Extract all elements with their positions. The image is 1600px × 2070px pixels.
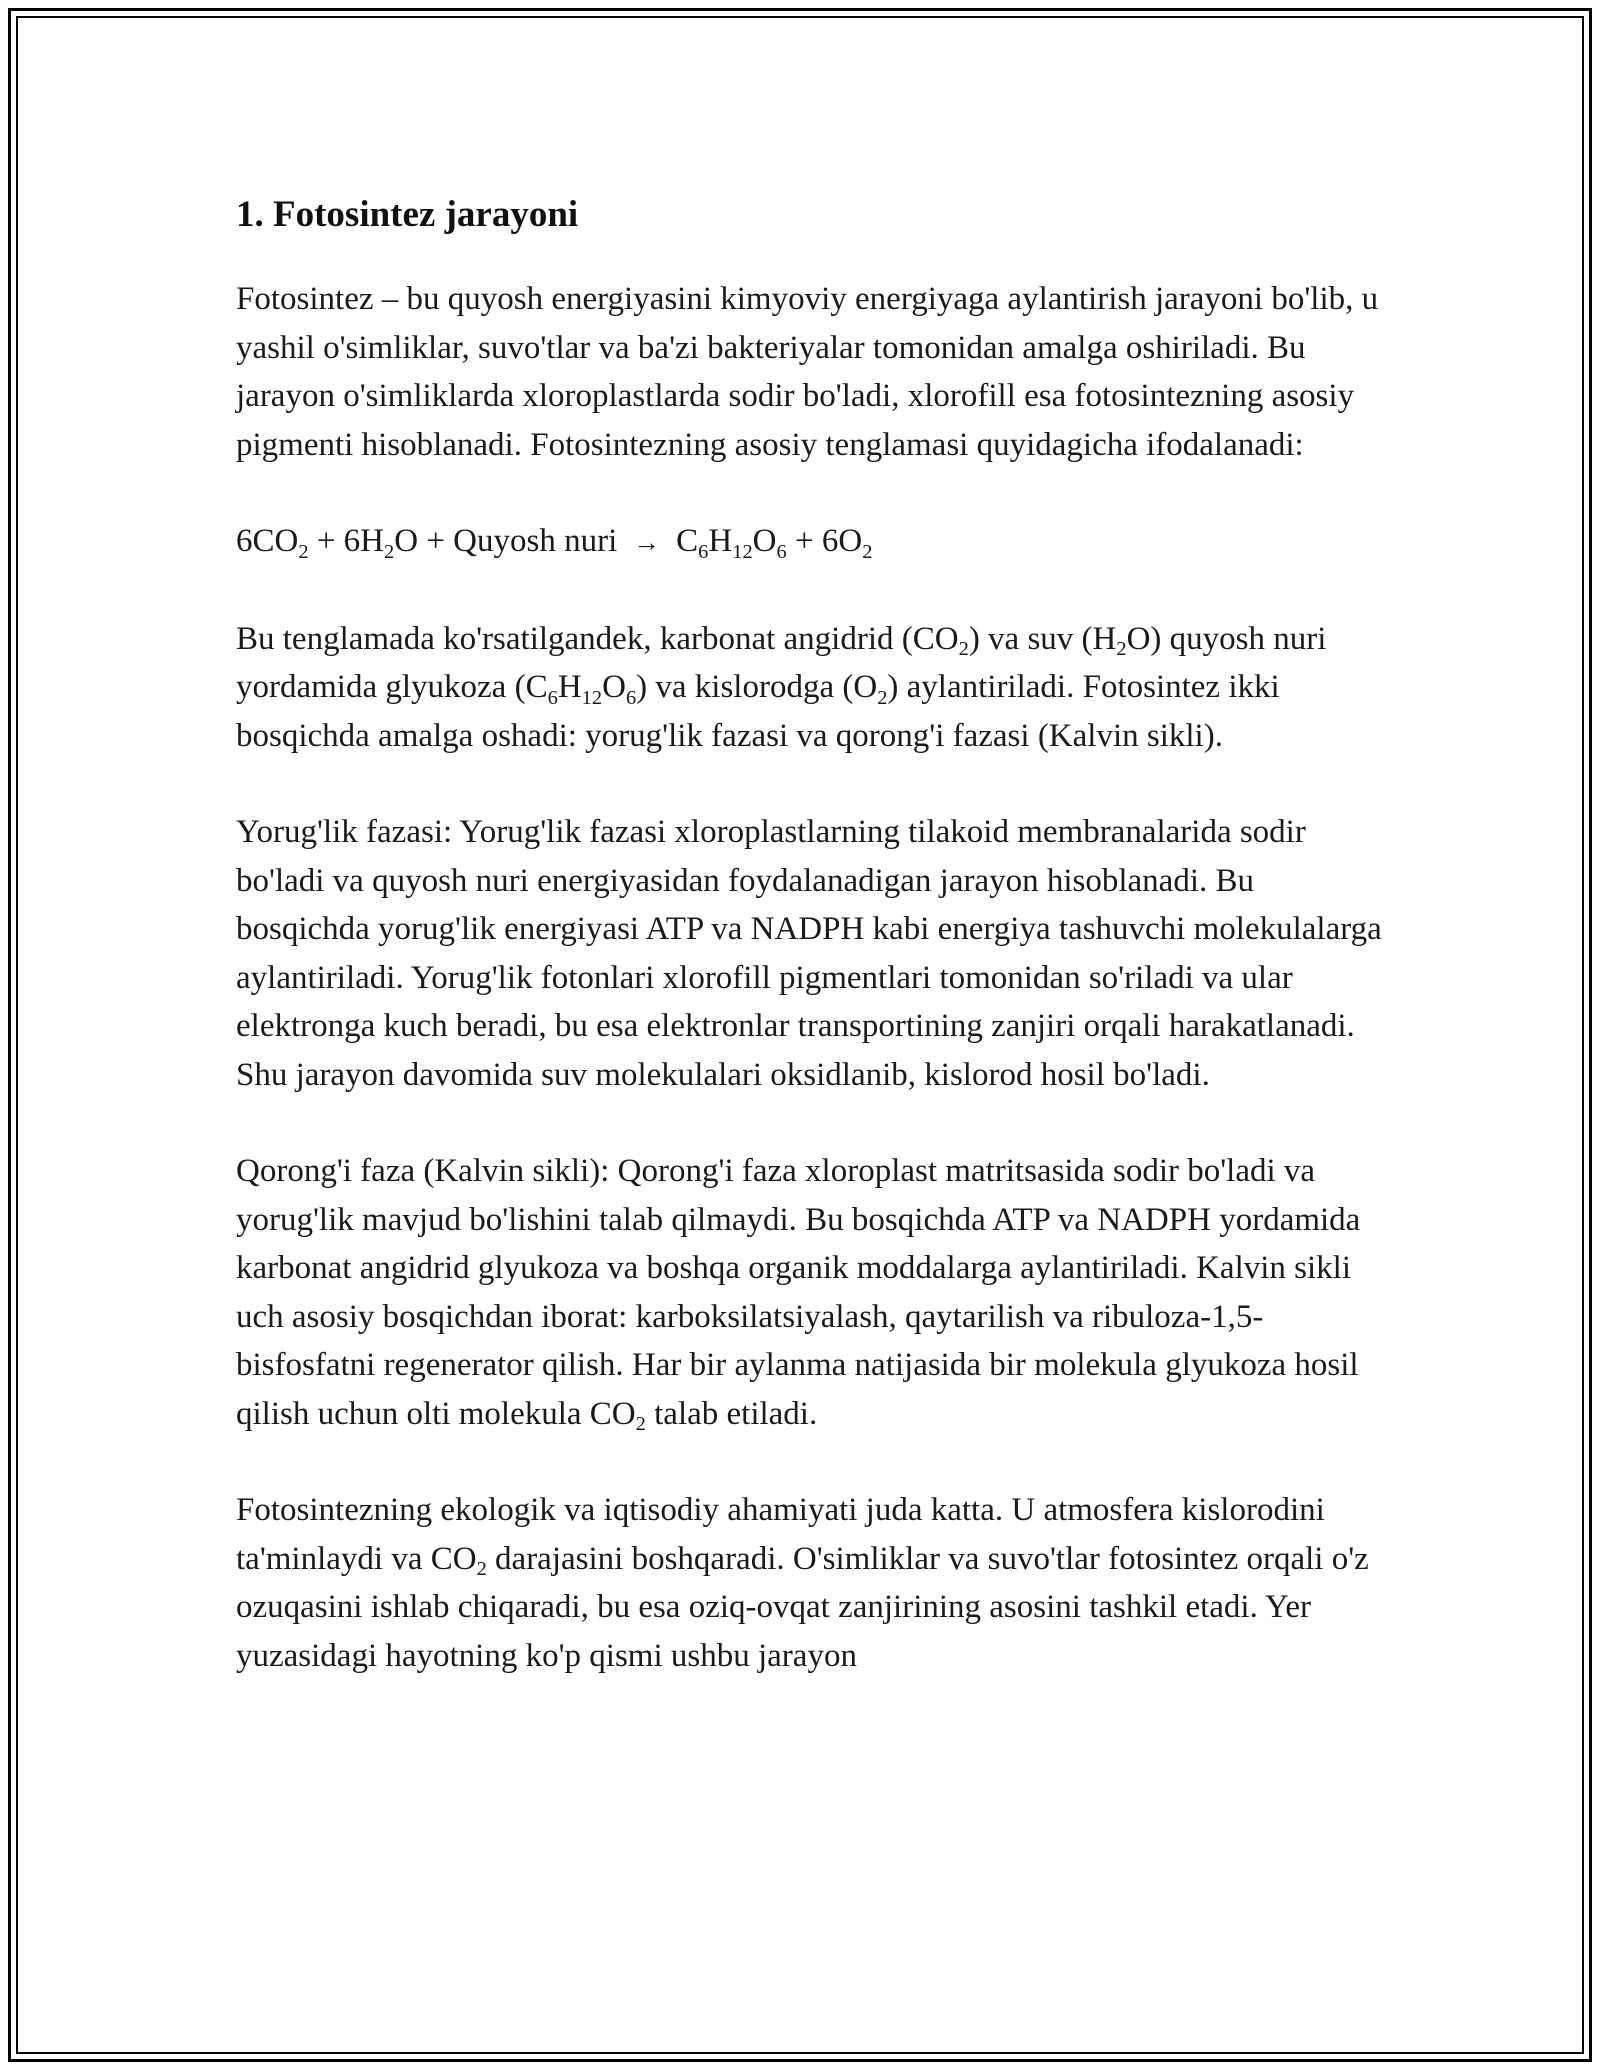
paragraph-subscript: 6 [625,686,637,709]
paragraph-text: H [557,669,582,705]
equation-explanation-paragraph [236,615,1386,761]
significance-paragraph [236,1486,1386,1680]
equation-subscript: 2 [384,540,395,563]
equation-text: O + Quyosh nuri [394,523,618,559]
paragraph-text: Fotosintezning ekologik va iqtisodiy ahamiyati juda katta. U atmosfera kislorodini ta'minlaydi va CO [236,1492,1325,1577]
light-phase-paragraph: Yorug'lik fazasi: Yorug'lik fazasi xloroplastlarning tilakoid membranalarida sodir bo'ladi va quyosh nuri energiyasidan foydalanadigan jarayon hisoblanadi. Bu bosqichda yorug'lik energiyasi ATP va NADPH kabi energiya tashuvchi molekulalarga aylantiriladi. Yorug'lik fotonlari xlorofill pigmentlari tomonidan so'riladi va ular elektronga kuch beradi, bu esa elektronlar transportining zanjiri orqali harakatlanadi. Shu jarayon davomida suv molekulalari oksidlanib, kislorod hosil bo'ladi. [236,814,1382,1093]
equation-text: 6CO [236,523,299,559]
equation-subscript: 6 [776,540,787,563]
paragraph-subscript: 2 [635,1413,646,1436]
paragraph-subscript: 2 [877,686,888,709]
photosynthesis-equation [236,517,1386,567]
reaction-arrow: → [633,527,660,557]
equation-subscript: 2 [298,540,309,563]
equation-text: + 6H [308,523,385,559]
paragraph-subscript: 2 [1116,638,1127,661]
paragraph-subscript: 2 [476,1558,487,1581]
paragraph-text: ) va suv (H [968,620,1117,657]
equation-subscript: 2 [862,540,873,563]
document-body [236,185,1386,1728]
paragraph-text: talab etiladi. [645,1395,818,1432]
paragraph-text: O [602,669,626,705]
paragraph-text: ) aylantiriladi. Fotosintez ikki bosqichda amalga oshadi: yorug'lik fazasi va qorong'i fazasi (Kalvin sikli). [236,669,1280,754]
paragraph-text: ) va kislorodga (O [636,669,878,705]
intro-paragraph: Fotosintez – bu quyosh energiyasini kimyoviy energiyaga aylantirish jarayoni bo'lib, u yashil o'simliklar, suvo'tlar va ba'zi bakteriyalar tomonidan amalga oshiriladi. Bu jarayon o'simliklarda xloroplastlarda sodir bo'ladi, xlorofill esa fotosintezning asosiy pigmenti hisoblanadi. Fotosintezning asosiy tenglamasi quyidagicha ifodalanadi: [236,281,1379,463]
equation-text: C [676,523,699,559]
paragraph-text: Qorong'i faza (Kalvin sikli): Qorong'i faza xloroplast matritsasida sodir bo'ladi va yorug'lik mavjud bo'lishini talab qilmaydi. Bu bosqichda ATP va NADPH yordamida karbonat angidrid glyukoza va boshqa organik moddalarga aylantiriladi. Kalvin sikli uch asosiy bosqichdan iborat: karboksilatsiyalash, qaytarilish va ribuloza-1,5-bisfosfatni regenerator qilish. Har bir aylanma natijasida bir molekula glyukoza hosil qilish uchun olti molekula CO [236,1153,1361,1432]
equation-subscript: 12 [732,540,753,563]
paragraph-text: darajasini boshqaradi. O'simliklar va suvo'tlar fotosintez orqali o'z ozuqasini ishlab chiqaradi, bu esa oziq-ovqat zanjirining asosini tashkil etadi. Yer yuzasidagi hayotning ko'p qismi ushbu jarayon [236,1540,1369,1674]
equation-text: O [752,523,777,559]
dark-phase-paragraph [236,1147,1386,1438]
paragraph-subscript: 6 [547,686,558,709]
paragraph-subscript: 2 [958,638,969,661]
paragraph-text: Bu tenglamada ko'rsatilgandek, karbonat angidrid (CO [236,620,959,657]
equation-text: + 6O [786,523,863,559]
equation-text: H [708,523,733,559]
equation-subscript: 6 [698,540,709,563]
section-heading: 1. Fotosintez jarayoni [236,194,579,235]
paragraph-text: O) quyosh nuri yordamida glyukoza (C [236,620,1327,705]
paragraph-subscript: 12 [581,686,603,709]
